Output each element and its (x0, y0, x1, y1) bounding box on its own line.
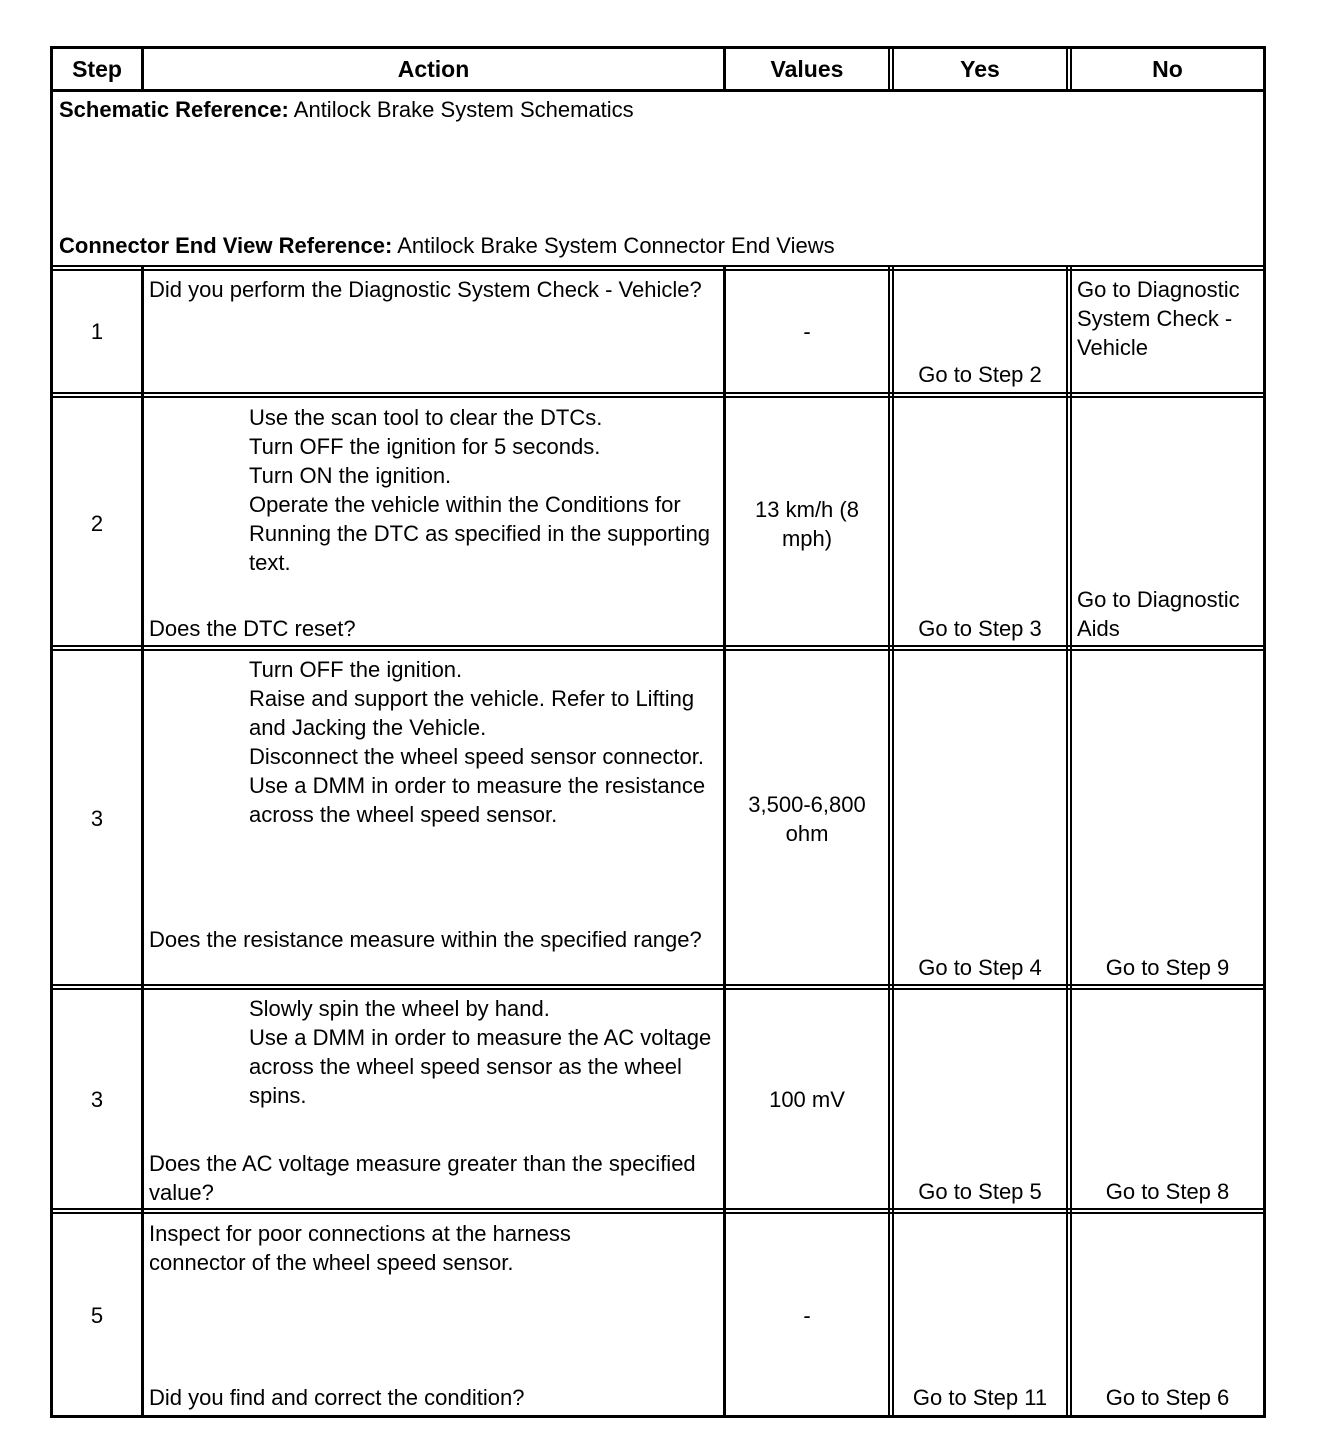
step-number: 1 (90, 319, 104, 344)
action-text: Inspect for poor connections at the harness connector of the wheel speed sensor. (149, 1221, 571, 1275)
connector-reference-link[interactable]: Antilock Brake System Connector End Views (392, 233, 835, 258)
yes-action[interactable]: Go to Step 11 (912, 1385, 1048, 1410)
schematic-reference (59, 97, 634, 123)
step-number: 3 (90, 1087, 104, 1112)
col-divider (141, 267, 144, 1415)
yes-action[interactable]: Go to Step 2 (918, 362, 1042, 387)
value-text: 100 mV (769, 1087, 845, 1112)
col-divider (888, 267, 894, 1415)
action-step: Operate the vehicle within the Conditions for Running the DTC as specified in the supporting text. (249, 492, 711, 575)
action-question: Does the AC voltage measure greater than the specified value? (149, 1151, 696, 1205)
action-step: Turn OFF the ignition. (249, 657, 463, 682)
action-step: Raise and support the vehicle. Refer to Lifting and Jacking the Vehicle. (249, 686, 695, 740)
action-step: Turn ON the ignition. (249, 463, 452, 488)
no-action[interactable]: Go to Step 8 (1105, 1179, 1230, 1204)
action-text: Did you perform the Diagnostic System Check - Vehicle? (149, 277, 702, 302)
step-number: 2 (90, 511, 104, 536)
row-divider (53, 984, 1263, 990)
row-divider (53, 645, 1263, 651)
action-steps (149, 403, 715, 577)
no-action[interactable]: Go to Step 9 (1105, 955, 1230, 980)
connector-reference (59, 233, 835, 259)
no-action[interactable]: Go to Step 6 (1105, 1385, 1230, 1410)
action-question: Does the DTC reset? (149, 616, 356, 641)
schematic-reference-link[interactable]: Antilock Brake System Schematics (288, 97, 634, 122)
col-divider (723, 267, 726, 1415)
action-steps (149, 994, 729, 1110)
action-step: Use the scan tool to clear the DTCs. (249, 405, 603, 430)
header-divider (53, 89, 1263, 92)
row-divider (53, 1208, 1263, 1214)
diagnostic-table (50, 46, 1266, 1418)
action-step: Turn OFF the ignition for 5 seconds. (249, 434, 601, 459)
row-divider (53, 392, 1263, 398)
value-text: 3,500-6,800 ohm (748, 792, 866, 846)
connector-reference-label: Connector End View Reference: (59, 233, 393, 258)
header-step: Step (72, 56, 122, 82)
no-action[interactable]: Go to Diagnostic System Check - Vehicle (1077, 277, 1240, 360)
action-step: Use a DMM in order to measure the AC voltage across the wheel speed sensor as the wheel spins. (249, 1025, 712, 1108)
yes-action[interactable]: Go to Step 3 (918, 616, 1042, 641)
action-step: Use a DMM in order to measure the resistance across the wheel speed sensor. (249, 773, 706, 827)
col-divider (1066, 267, 1072, 1415)
header-yes: Yes (960, 56, 1000, 82)
value-text: - (803, 1303, 811, 1328)
action-steps (149, 655, 715, 829)
action-step: Slowly spin the wheel by hand. (249, 996, 550, 1021)
schematic-reference-label: Schematic Reference: (59, 97, 289, 122)
step-number: 5 (90, 1303, 104, 1328)
value-text: 13 km/h (8 mph) (755, 497, 859, 551)
header-no: No (1152, 56, 1183, 82)
action-question: Does the resistance measure within the specified range? (149, 927, 702, 952)
value-text: - (803, 319, 811, 344)
header-values: Values (770, 56, 844, 82)
action-question: Did you find and correct the condition? (149, 1385, 525, 1410)
yes-action[interactable]: Go to Step 5 (918, 1179, 1042, 1204)
reference-divider (53, 265, 1263, 271)
action-step: Disconnect the wheel speed sensor connector. (249, 744, 704, 769)
yes-action[interactable]: Go to Step 4 (918, 955, 1042, 980)
step-number: 3 (90, 806, 104, 831)
header-action: Action (397, 56, 470, 82)
no-action[interactable]: Go to Diagnostic Aids (1077, 587, 1240, 641)
